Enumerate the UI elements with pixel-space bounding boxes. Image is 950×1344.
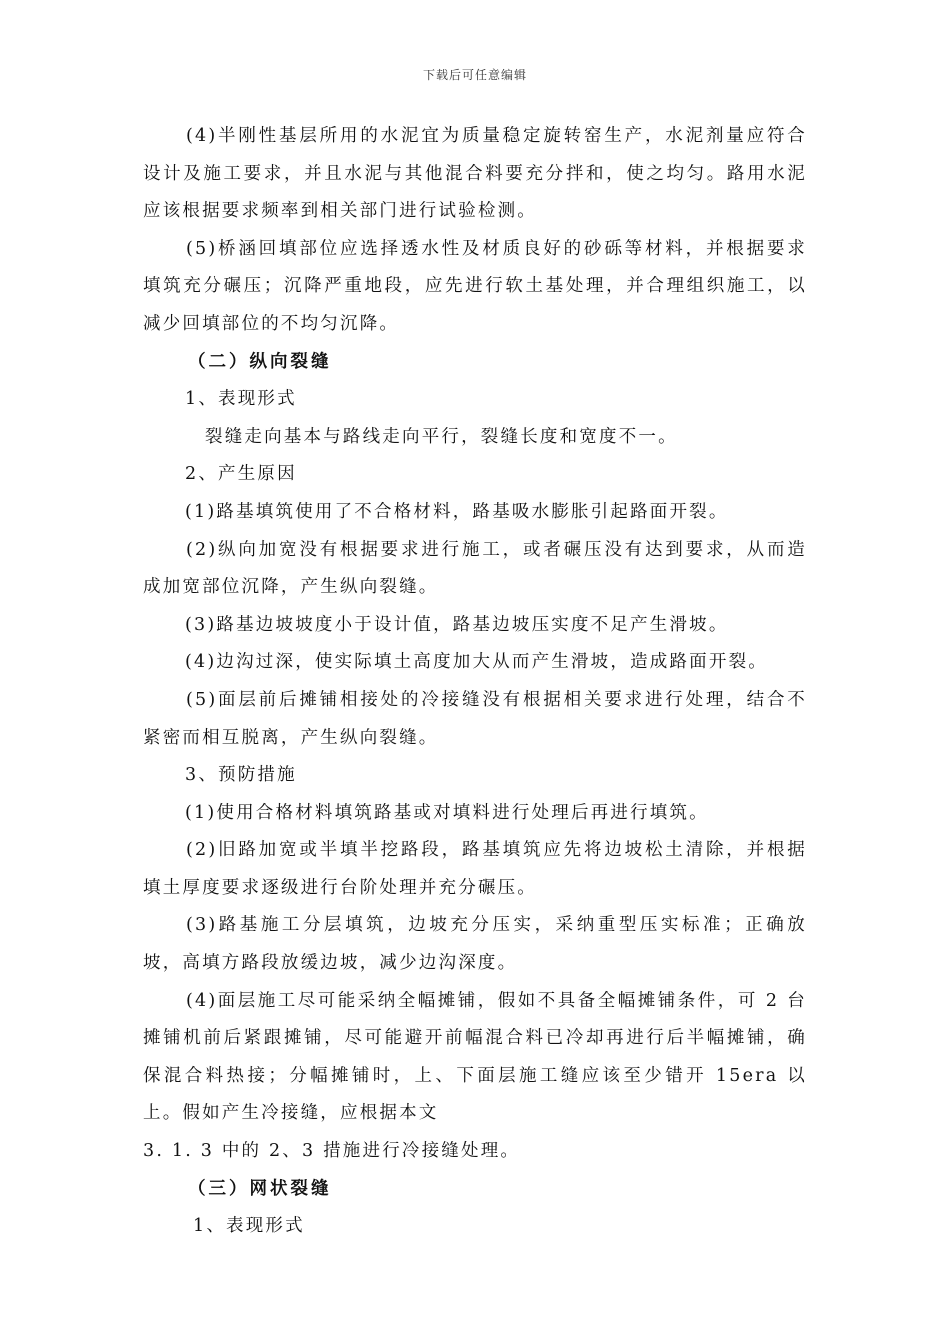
paragraph-cause-5: (5)面层前后摊铺相接处的冷接缝没有根据相关要求进行处理，结合不紧密而相互脱离，产生纵向裂缝。: [143, 689, 807, 748]
paragraph-prevention-4: (4)面层施工尽可能采纳全幅摊铺，假如不具备全幅摊铺条件，可 2 台摊铺机前后紧跟摊铺，尽可能避开前幅混合料已冷却再进行后半幅摊铺，确保混合料热接；分幅摊铺时，上、下面层施工缝应该至少错开 15era 以上。假如产生冷接缝，应根据本文: [143, 990, 807, 1124]
page-header: 下载后可任意编辑: [422, 68, 527, 82]
paragraph-prevention-1: (1)使用合格材料填筑路基或对填料进行处理后再进行填筑。: [185, 802, 709, 823]
document-body: [143, 118, 807, 1246]
paragraph-cause-4: (4)边沟过深，使实际填土高度加大从而产生滑坡，造成路面开裂。: [185, 652, 768, 673]
section-heading-longitudinal-cracks: （二）纵向裂缝: [188, 351, 332, 372]
paragraph-cause-3: (3)路基边坡坡度小于设计值，路基边坡压实度不足产生滑坡。: [185, 614, 729, 635]
paragraph-cause-1: (1)路基填筑使用了不合格材料，路基吸水膨胀引起路面开裂。: [185, 501, 729, 522]
section-heading-mesh-cracks: （三）网状裂缝: [188, 1178, 332, 1199]
subheading-prevention: 3、预防措施: [185, 765, 297, 786]
paragraph-prevention-4-continued: 3. 1. 3 中的 2、3 措施进行冷接缝处理。: [143, 1141, 521, 1162]
subheading-causes: 2、产生原因: [185, 464, 297, 485]
subheading-manifestation-2: 1、表现形式: [193, 1216, 305, 1237]
paragraph-prevention-2: (2)旧路加宽或半填半挖路段，路基填筑应先将边坡松土清除，并根据填土厚度要求逐级进行台阶处理并充分碾压。: [143, 840, 807, 898]
paragraph-prevention-3: (3)路基施工分层填筑，边坡充分压实，采纳重型压实标准；正确放坡，高填方路段放缓边坡，减少边沟深度。: [143, 915, 807, 974]
paragraph-culvert-backfill: (5)桥涵回填部位应选择透水性及材质良好的砂砾等材料，并根据要求填筑充分碾压；沉降严重地段，应先进行软土基处理，并合理组织施工，以减少回填部位的不均匀沉降。: [143, 238, 807, 334]
subheading-manifestation: 1、表现形式: [185, 389, 297, 410]
paragraph-cause-2: (2)纵向加宽没有根据要求进行施工，或者碾压没有达到要求，从而造成加宽部位沉降，产生纵向裂缝。: [143, 539, 807, 598]
paragraph-manifestation-text: 裂缝走向基本与路线走向平行，裂缝长度和宽度不一。: [205, 426, 678, 447]
paragraph-semi-rigid-base: (4)半刚性基层所用的水泥宜为质量稳定旋转窑生产，水泥剂量应符合设计及施工要求，并且水泥与其他混合料要充分拌和，使之均匀。路用水泥应该根据要求频率到相关部门进行试验检测。: [143, 126, 807, 222]
